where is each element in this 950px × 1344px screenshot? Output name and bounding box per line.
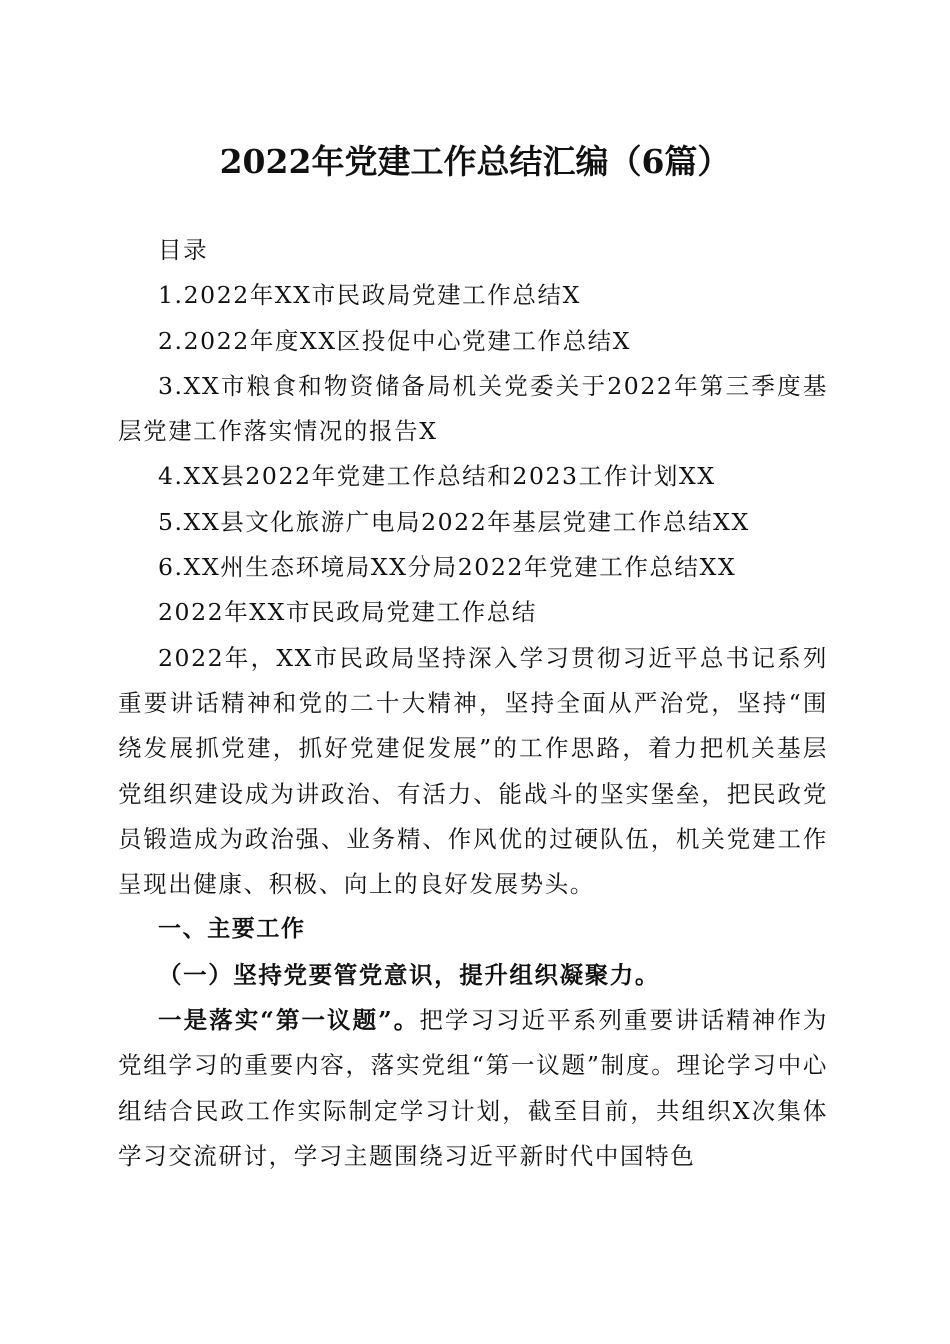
article-title: 2022年XX市民政局党建工作总结 <box>158 598 537 627</box>
point-text: 把学习习近平系列重要讲话精神作为党组学习的重要内容，落实党组“第一议题”制度。理论学习中心组结合民政工作实际制定学习计划，截至目前，共组织X次集体学习交流研讨，学习主题围绕习近平新时代中国特色 <box>118 1006 828 1170</box>
document-title: 2022年党建工作总结汇编（6篇） <box>219 142 731 181</box>
toc-item: 5.XX县文化旅游广电局2022年基层党建工作总结XX <box>158 507 750 536</box>
toc-item: 3.XX市粮食和物资储备局机关党委关于2022年第三季度基层党建工作落实情况的报告X <box>118 371 828 446</box>
toc-item: 2.2022年度XX区投促中心党建工作总结X <box>158 326 632 355</box>
section-heading: 一、主要工作 <box>158 916 306 943</box>
toc-heading: 目录 <box>158 236 209 264</box>
toc-item: 6.XX州生态环境局XX分局2022年党建工作总结XX <box>158 553 737 582</box>
point-lead: 一是落实“第一议题”。 <box>158 1006 420 1035</box>
point-paragraph <box>118 998 828 1179</box>
article-intro-paragraph: 2022年，XX市民政局坚持深入学习贯彻习近平总书记系列重要讲话精神和党的二十大精神，坚持全面从严治党，坚持“围绕发展抓党建，抓好党建促发展”的工作思路，着力把机关基层党组织建设成为讲政治、有活力、能战斗的坚实堡垒，把民政党员锻造成为政治强、业务精、作风优的过硬队伍，机关党建工作呈现出健康、积极、向上的良好发展势头。 <box>118 643 828 899</box>
document-body <box>118 228 828 1179</box>
toc-item: 1.2022年XX市民政局党建工作总结X <box>158 281 581 310</box>
subsection-heading: （一）坚持党要管党意识，提升组织凝聚力。 <box>158 960 660 989</box>
toc-item: 4.XX县2022年党建工作总结和2023工作计划XX <box>158 462 716 491</box>
